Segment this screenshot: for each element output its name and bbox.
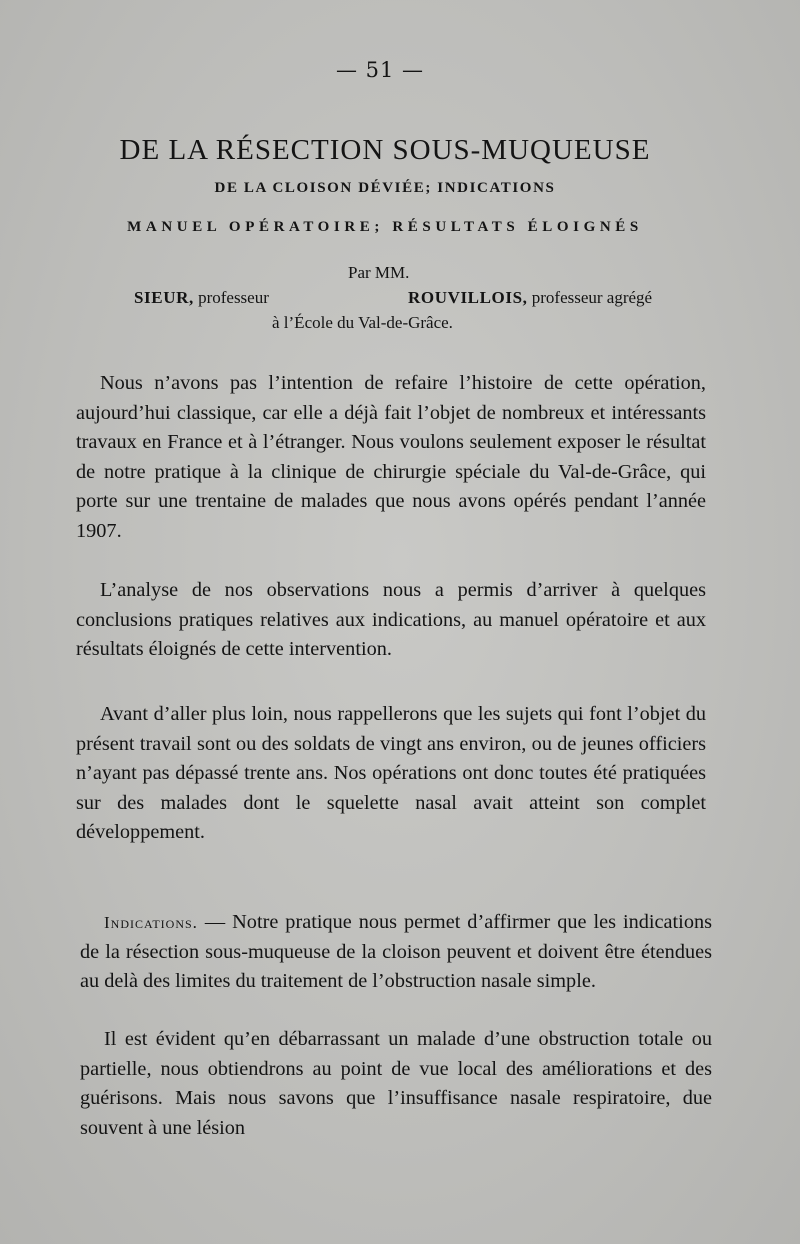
section-indications: [80, 908, 712, 997]
paragraph-3: Avant d’aller plus loin, nous rappellerons que les sujets qui font l’objet du présent travail sont ou des soldats de vingt ans environ, ou de jeunes officiers n’ayant pas dépassé trente ans. Nos opérations ont donc toutes été pratiquées sur des malades dont le squelette nasal avait atteint son complet développement.: [76, 703, 706, 843]
article-subtitle-line-1: DE LA CLOISON DÉVIÉE; INDICATIONS: [214, 180, 556, 196]
article-subtitle-line-2: MANUEL OPÉRATOIRE; RÉSULTATS ÉLOIGNÉS: [127, 219, 643, 235]
section-heading: Indications.: [104, 913, 198, 932]
author-rouvillois: [408, 288, 652, 308]
author-name: ROUVILLOIS,: [408, 288, 528, 307]
author-role: professeur agrégé: [527, 288, 653, 307]
paragraph-5: Il est évident qu’en débarrassant un malade d’une obstruction totale ou partielle, nous obtiendrons au point de vue local des améliorations et des guérisons. Mais nous savons que l’insuffisance nasale respiratoire, due souvent à une lésion: [80, 1028, 712, 1139]
affiliation: à l’École du Val-de-Grâce.: [272, 313, 453, 332]
page-number: — 51 —: [335, 58, 425, 82]
byline: Par MM.: [348, 263, 410, 282]
author-role: professeur: [193, 288, 269, 307]
paragraph-2: L’analyse de nos observations nous a permis d’arriver à quelques conclusions pratiques relatives aux indications, au manuel opératoire et aux résultats éloignés de cette intervention.: [76, 579, 706, 660]
author-name: SIEUR,: [134, 288, 194, 307]
section-text: — Notre pratique nous permet d’affirmer que les indications de la résection sous-muqueuse de la cloison peuvent et doivent être étendues au delà des limites du traitement de l’obstruction nasale simple.: [80, 911, 712, 992]
article-title: DE LA RÉSECTION SOUS-MUQUEUSE: [119, 134, 651, 166]
author-sieur: [134, 288, 269, 308]
paragraph-1: Nous n’avons pas l’intention de refaire l’histoire de cette opération, aujourd’hui classique, car elle a déjà fait l’objet de nombreux et intéressants travaux en France et à l’étranger. Nous voulons seulement exposer le résultat de notre pratique à la clinique de chirurgie spéciale du Val-de-Grâce, qui porte sur une trentaine de malades que nous avons opérés pendant l’année 1907.: [76, 372, 706, 542]
